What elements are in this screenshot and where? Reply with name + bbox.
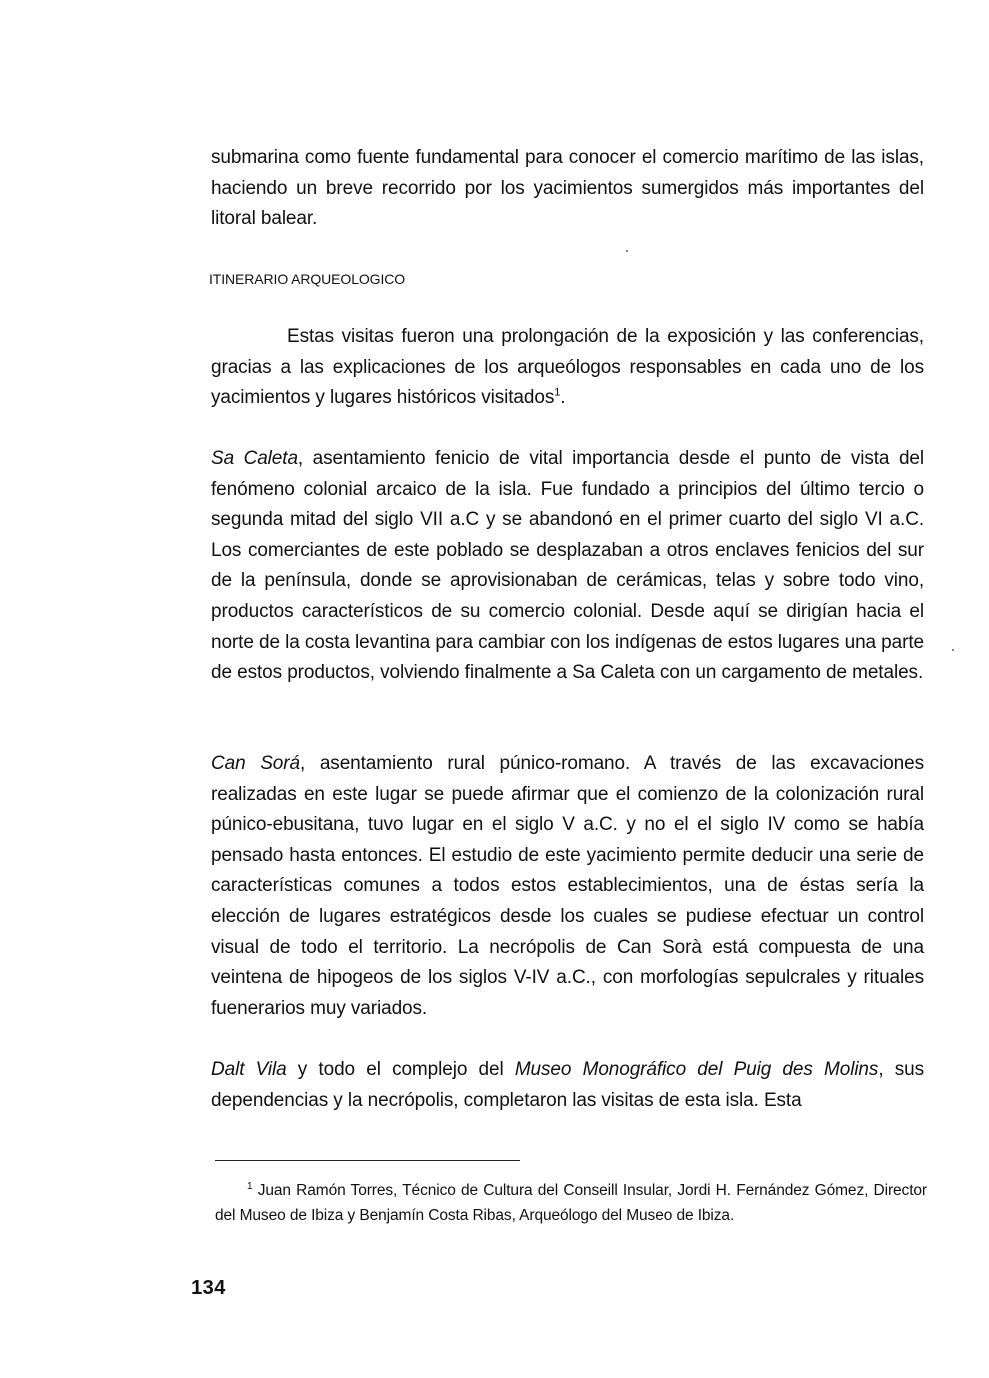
can-sora-paragraph: [211, 749, 924, 1024]
sa-caleta-paragraph: [211, 444, 924, 689]
footnote-marker: 1: [247, 1180, 253, 1192]
intro-text: submarina como fuente fundamental para conocer el comercio marítimo de las islas, haciendo un breve recorrido por los yacimientos sumergidos más importantes del litoral balear.: [211, 147, 924, 230]
itinerary-text: Estas visitas fueron una prolongación de la exposición y las conferencias, gracias a las explicaciones de los arqueólogos responsables en cada uno de los yacimientos y lugares históricos visitados: [211, 326, 924, 409]
footnote-reference[interactable]: 1: [554, 386, 561, 399]
footnote: [215, 1178, 927, 1228]
itinerary-end: .: [560, 387, 566, 409]
footnote-text: Juan Ramón Torres, Técnico de Cultura del Conseill Insular, Jordi H. Fernández Gómez, Director del Museo de Ibiza y Benjamín Costa Ribas, Arqueólogo del Museo de Ibiza.: [215, 1182, 927, 1224]
can-sora-text: , asentamiento rural púnico-romano. A través de las excavaciones realizadas en este lugar se puede afirmar que el comienzo de la colonización rural púnico-ebusitana, tuvo lugar en el siglo V a.C. y no el el siglo IV como se había pensado hasta entonces. El estudio de este yacimiento permite deducir una serie de características comunes a todos estos establecimientos, una de éstas sería la elección de lugares estratégicos desde los cuales se pudiese efectuar un control visual de todo el territorio. La necrópolis de Can Sorà está compuesta de una veintena de hipogeos de los siglos V-IV a.C., con morfologías sepulcrales y rituales fuenerarios muy variados.: [211, 753, 924, 1019]
page-number: 134: [191, 1277, 226, 1299]
site-name-can-sora: Can Sorá: [211, 753, 300, 774]
dalt-vila-paragraph: [211, 1055, 924, 1116]
footnote-divider: [215, 1160, 520, 1161]
museum-name: Museo Monográfico del Puig des Molins: [514, 1059, 879, 1080]
dalt-vila-middle: y todo el complejo del: [286, 1059, 515, 1080]
intro-paragraph: [211, 143, 924, 235]
section-heading: ITINERARIO ARQUEOLOGICO: [209, 271, 406, 287]
site-name-sa-caleta: Sa Caleta: [211, 448, 298, 469]
site-name-dalt-vila: Dalt Vila: [211, 1059, 287, 1080]
scan-speck: [626, 250, 628, 252]
page-number-container: [0, 1277, 989, 1300]
dalt-vila-text: , sus dependencias y la necrópolis, completaron las visitas de esta isla. Esta: [211, 1059, 924, 1111]
sa-caleta-text: , asentamiento fenicio de vital importancia desde el punto de vista del fenómeno colonial arcaico de la isla. Fue fundado a principios del último tercio o segunda mitad del siglo VII a.C y se abandonó en el primer cuarto del siglo VI a.C. Los comerciantes de este poblado se desplazaban a otros enclaves fenicios del sur de la península, donde se aprovisionaban de cerámicas, telas y sobre todo vino, productos característicos de su comercio colonial. Desde aquí se dirigían hacia el norte de la costa levantina para cambiar con los indígenas de estos lugares una parte de estos productos, volviendo finalmente a Sa Caleta con un cargamento de metales.: [211, 448, 924, 684]
scan-speck: [952, 649, 954, 651]
itinerary-paragraph: [211, 322, 924, 414]
